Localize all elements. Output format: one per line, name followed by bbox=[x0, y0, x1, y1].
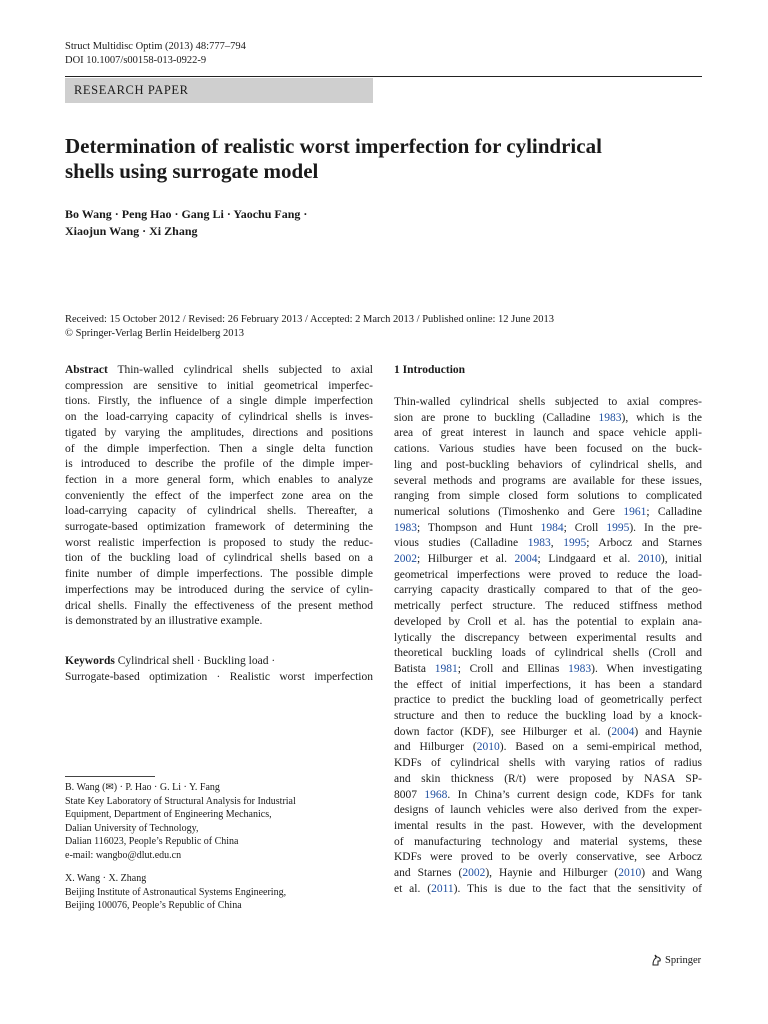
publisher-name: Springer bbox=[665, 954, 702, 966]
citation-link[interactable]: 1981 bbox=[434, 662, 458, 675]
author-line: Bo Wang · Peng Hao · Gang Li · Yaochu Fang · bbox=[65, 207, 308, 221]
citation-link[interactable]: 1983 bbox=[527, 537, 551, 550]
citation-link[interactable]: 1983 bbox=[598, 411, 622, 424]
introduction-line: several methods and programs are available for these issues, bbox=[394, 474, 702, 487]
author-line: Xiaojun Wang · Xi Zhang bbox=[65, 224, 198, 238]
introduction-line: theoretical buckling loads of cylindrical shells (Croll and bbox=[394, 647, 702, 660]
citation-link[interactable]: 2010 bbox=[618, 867, 642, 880]
email-link[interactable]: e-mail: wangbo@dlut.edu.cn bbox=[65, 849, 182, 861]
abstract-line: tigated by varying the amplitudes, directions and positions bbox=[65, 426, 373, 439]
abstract-line: tions. Firstly, the influence of a single dimple imperfection bbox=[65, 395, 373, 408]
abstract-line: tion of the buckling load of cylindrical shells based on a bbox=[65, 552, 373, 565]
introduction-line: ling and post-buckling behaviors of cylindrical shells, and bbox=[394, 458, 702, 471]
affiliation-line: B. Wang (✉) · P. Hao · G. Li · Y. Fang bbox=[65, 782, 220, 793]
introduction-line: of manufacturing technology and material systems, these bbox=[394, 835, 702, 848]
affiliation-line: Beijing Institute of Astronautical Systems Engineering, bbox=[65, 886, 287, 898]
citation-link[interactable]: 2010 bbox=[637, 553, 661, 566]
publisher-logo bbox=[651, 954, 701, 966]
introduction-line: vious studies (Calladine 1983, 1995; Arbocz and Starnes bbox=[394, 537, 702, 550]
introduction-line: designs of launch vehicles were also derived from the exper- bbox=[394, 804, 702, 817]
citation-link[interactable]: 2004 bbox=[611, 725, 635, 738]
citation-link[interactable]: 1983 bbox=[394, 521, 417, 534]
introduction-line: the effect of initial imperfections, it has been a standard bbox=[394, 678, 702, 691]
abstract-line: conveniently the effect of the imperfect zone area on the bbox=[65, 489, 373, 502]
introduction-line: developed by Croll et al. has the potential to explain ana- bbox=[394, 615, 702, 628]
abstract-line: compression are sensitive to initial geometrical imperfec- bbox=[65, 379, 373, 392]
abstract-line: Abstract Thin-walled cylindrical shells subjected to axial bbox=[65, 364, 374, 376]
section-heading bbox=[394, 363, 702, 379]
introduction-line: imental results in the past. However, with the development bbox=[394, 819, 702, 832]
affiliation-line: Dalian 116023, People’s Republic of China bbox=[65, 836, 239, 847]
abstract-line: load-carrying capacity of cylindrical shells. Thereafter, a bbox=[65, 505, 373, 518]
author-list bbox=[65, 206, 565, 240]
introduction-heading: 1 Introduction bbox=[394, 364, 466, 376]
copyright-line: © Springer-Verlag Berlin Heidelberg 2013 bbox=[65, 328, 245, 339]
citation-link[interactable]: 2002 bbox=[462, 867, 486, 880]
abstract-line: is demonstrated by an illustrative example. bbox=[65, 615, 263, 628]
affiliation-line: X. Wang · X. Zhang bbox=[65, 873, 147, 884]
affiliation-line: Equipment, Department of Engineering Mechanics, bbox=[65, 809, 272, 820]
citation-link[interactable]: 2011 bbox=[431, 882, 454, 895]
introduction-line: practice to predict the buckling load of geometrically perfect bbox=[394, 694, 702, 707]
abstract-line: imperfections may be introduced during the service of cylin- bbox=[65, 583, 373, 596]
introduction-line: metrically perfect structure. The reduced stiffness method bbox=[394, 600, 702, 613]
abstract-line: on the load-carrying capacity of cylindrical shells is inves- bbox=[65, 411, 373, 424]
introduction-line: Thin-walled cylindrical shells subjected to axial compres- bbox=[394, 396, 702, 408]
introduction-line: geometrical imperfections were proved to reduce the load- bbox=[394, 568, 702, 581]
introduction-line: cations. Various studies have been focused on the buck- bbox=[394, 443, 702, 456]
title-line: shells using surrogate model bbox=[65, 159, 319, 183]
citation-link[interactable]: 2010 bbox=[476, 741, 500, 754]
keywords-line: Keywords Cylindrical shell · Buckling load · bbox=[65, 655, 276, 667]
keywords bbox=[65, 654, 373, 685]
header-rule bbox=[65, 76, 702, 77]
introduction-line: numerical solutions (Timoshenko and Gere 1961; Calladine bbox=[394, 505, 702, 518]
introduction-line: and skin thickness (R/t) were proposed by NASA SP- bbox=[394, 772, 702, 785]
article-type-banner: RESEARCH PAPER bbox=[65, 78, 373, 103]
introduction-line: KDFs were proved to be overly conservative, see Arbocz bbox=[394, 851, 702, 864]
introduction-line: carrying capacity drastically compared to that of the geo- bbox=[394, 584, 702, 597]
citation-link[interactable]: 1995 bbox=[563, 537, 587, 550]
abstract-label: Abstract bbox=[65, 364, 108, 376]
citation-link[interactable]: 1995 bbox=[606, 521, 630, 534]
citation-link[interactable]: 1968 bbox=[424, 788, 448, 801]
abstract-line: fection in a more general form, which enables to analyze bbox=[65, 473, 373, 486]
citation-link[interactable]: 1983 bbox=[568, 662, 592, 675]
introduction-line: 8007 1968. In China’s current design code, KDFs for tank bbox=[394, 788, 703, 801]
introduction-line: 1983; Thompson and Hunt 1984; Croll 1995). In the pre- bbox=[394, 521, 702, 534]
introduction-line: Batista 1981; Croll and Ellinas 1983). When investigating bbox=[394, 662, 702, 675]
keywords-line: Surrogate-based optimization · Realistic worst imperfection bbox=[65, 670, 373, 683]
publication-dates bbox=[65, 313, 705, 341]
abstract-line: worst realistic imperfection is proposed to study the reduc- bbox=[65, 536, 373, 549]
introduction-line: KDFs of cylindrical shells with varying ratios of radius bbox=[394, 757, 702, 770]
abstract bbox=[65, 363, 373, 630]
affiliation-line: Beijing 100076, People’s Republic of China bbox=[65, 900, 242, 911]
introduction-body bbox=[394, 395, 702, 898]
introduction-line: ranging from simple closed form solutions to complicated bbox=[394, 490, 702, 503]
introduction-line: and Hilburger (2010). Based on a semi-empirical method, bbox=[394, 741, 702, 754]
introduction-line: et al. (2011). This is due to the fact that the sensitivity of bbox=[394, 882, 702, 895]
affiliation-group-1 bbox=[65, 781, 296, 862]
introduction-line: structure and then to reduce the buckling load by a knock- bbox=[394, 710, 702, 723]
citation-link[interactable]: 2002 bbox=[394, 553, 417, 566]
introduction-line: down factor (KDF), see Hilburger et al. (2004) and Haynie bbox=[394, 725, 702, 738]
springer-horse-icon bbox=[651, 954, 662, 966]
affiliation-line: Dalian University of Technology, bbox=[65, 822, 199, 834]
citation-link[interactable]: 1984 bbox=[540, 521, 564, 534]
abstract-line: surrogate-based optimization framework of determining the bbox=[65, 521, 373, 534]
citation-link[interactable]: 1961 bbox=[623, 505, 647, 518]
journal-citation: Struct Multidisc Optim (2013) 48:777–794 bbox=[65, 41, 246, 52]
abstract-line: drical shells. Finally the effectiveness of the present method bbox=[65, 599, 373, 612]
title-line: Determination of realistic worst imperfection for cylindrical bbox=[65, 134, 602, 158]
affiliation-group-2 bbox=[65, 872, 286, 913]
doi[interactable]: DOI 10.1007/s00158-013-0922-9 bbox=[65, 55, 207, 66]
abstract-line: finite number of dimple imperfections. The possible dimple bbox=[65, 568, 373, 581]
citation-link[interactable]: 2004 bbox=[514, 553, 538, 566]
introduction-line: area of great interest in launch and space vehicle appli- bbox=[394, 427, 702, 440]
introduction-line: lytically the discrepancy between experimental results and bbox=[394, 631, 702, 644]
keywords-label: Keywords bbox=[65, 655, 115, 667]
affiliation-line: State Key Laboratory of Structural Analysis for Industrial bbox=[65, 795, 296, 807]
date-line: Received: 15 October 2012 / Revised: 26 February 2013 / Accepted: 2 March 2013 / Published online: 12 June 2013 bbox=[65, 314, 555, 325]
paper-title bbox=[65, 134, 685, 184]
introduction-line: 2002; Hilburger et al. 2004; Lindgaard et al. 2010), initial bbox=[394, 553, 702, 566]
introduction-line: and Starnes (2002), Haynie and Hilburger (2010) and Wang bbox=[394, 867, 702, 880]
introduction-line: sion are prone to buckling (Calladine 1983), which is the bbox=[394, 411, 703, 424]
footnote-rule bbox=[65, 776, 155, 777]
abstract-line: of the dimple imperfection. Then a single delta function bbox=[65, 442, 373, 455]
abstract-line: is introduced to describe the profile of the dimple imper- bbox=[65, 458, 373, 471]
